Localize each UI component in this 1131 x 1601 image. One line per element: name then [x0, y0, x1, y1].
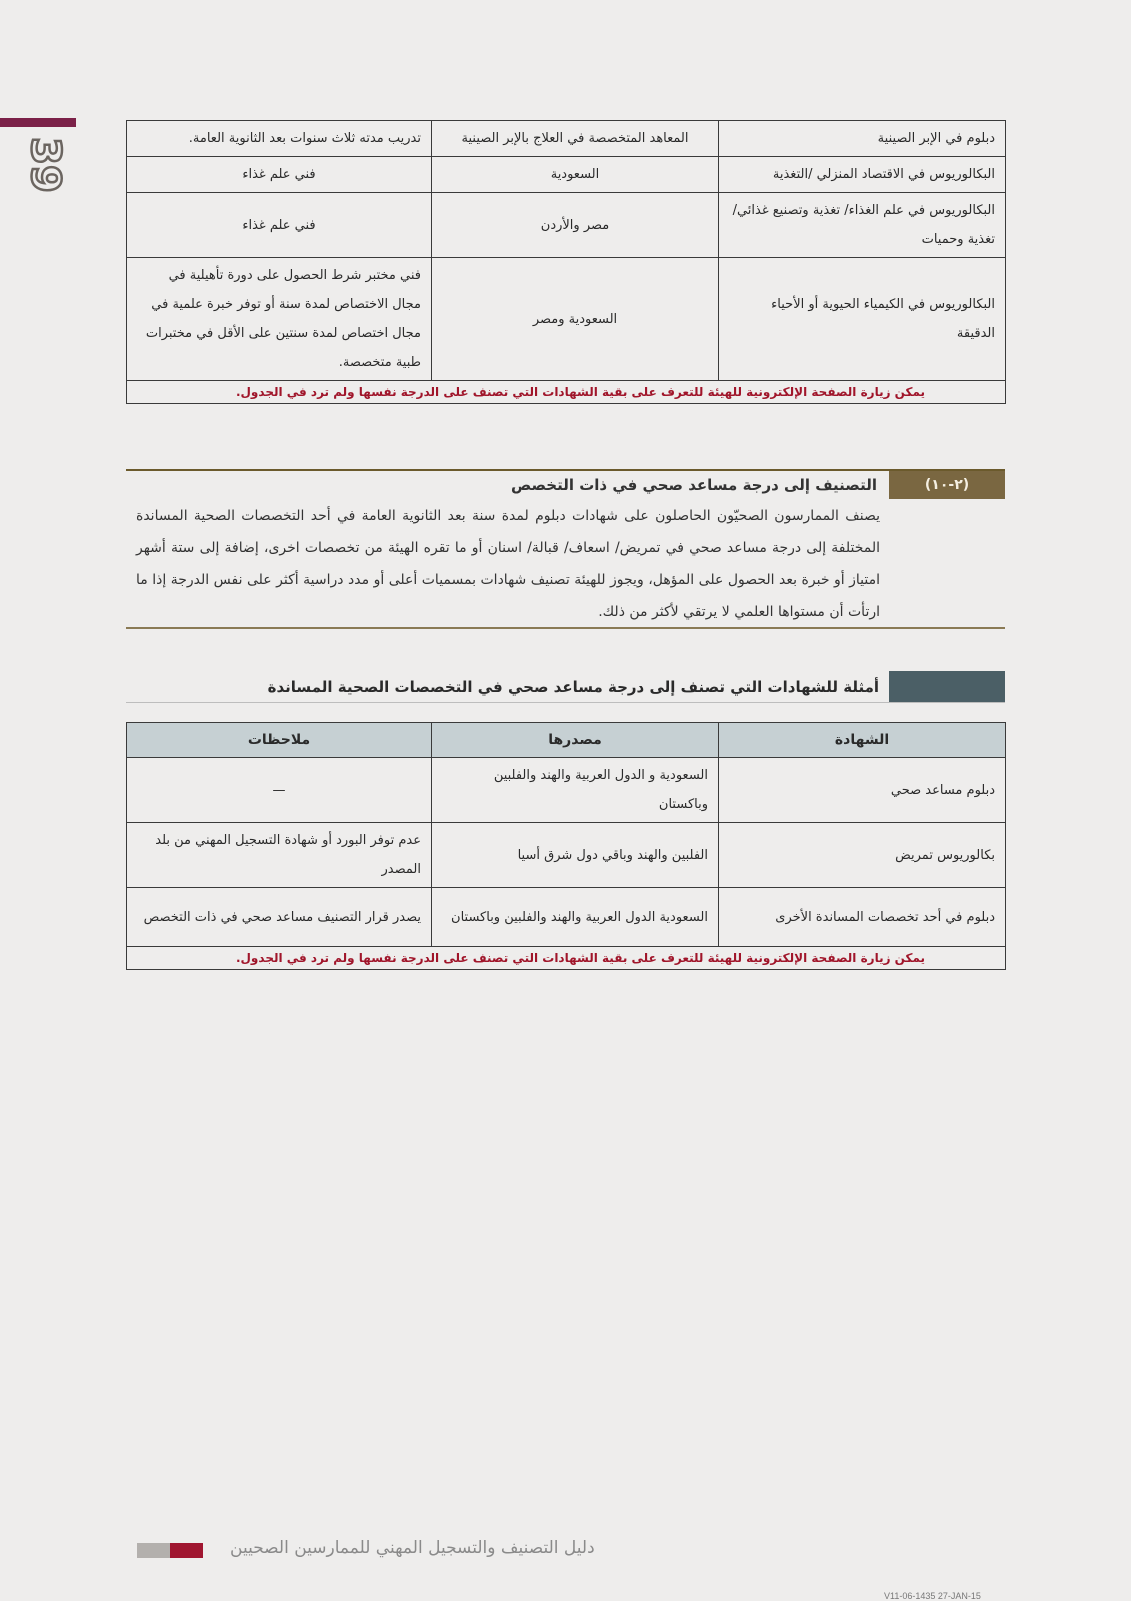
section-number: (٢-١٠)	[889, 471, 1005, 499]
table-note: يمكن زيارة الصفحة الإلكترونية للهيئة للتعرف على بقية الشهادات التي تصنف على الدرجة نفسها ولم ترد في الجدول.	[127, 947, 1006, 970]
header-notes: ملاحظات	[127, 723, 432, 758]
notes-cell: تدريب مدته ثلاث سنوات بعد الثانوية العامة.	[127, 121, 432, 157]
section-title: التصنيف إلى درجة مساعد صحي في ذات التخصص	[511, 476, 877, 494]
table-row	[127, 193, 1006, 258]
table-note: يمكن زيارة الصفحة الإلكترونية للهيئة للتعرف على بقية الشهادات التي تصنف على الدرجة نفسها ولم ترد في الجدول.	[127, 381, 1006, 404]
table-header-row	[127, 723, 1006, 758]
cert-cell: البكالوريوس في الاقتصاد المنزلي /التغذية	[719, 157, 1006, 193]
source-cell: المعاهد المتخصصة في العلاج بالإبر الصينية	[432, 121, 719, 157]
section-header	[126, 469, 1005, 499]
notes-cell: يصدر قرار التصنيف مساعد صحي في ذات التخصص	[127, 888, 432, 947]
section-divider	[126, 627, 1005, 629]
page-number-accent	[0, 118, 76, 127]
notes-cell: فني علم غذاء	[127, 193, 432, 258]
notes-cell: فني علم غذاء	[127, 157, 432, 193]
notes-cell: فني مختبر شرط الحصول على دورة تأهيلية في مجال الاختصاص لمدة سنة أو توفر خبرة علمية في مجال اختصاص لمدة سنتين على الأقل في مختبرات طبية متخصصة.	[127, 258, 432, 381]
table-row	[127, 121, 1006, 157]
source-cell: السعودية ومصر	[432, 258, 719, 381]
table-note-row	[127, 381, 1006, 404]
source-cell: السعودية و الدول العربية والهند والفلبين وباكستان	[432, 758, 719, 823]
footer-tab-red	[170, 1543, 203, 1558]
table-row	[127, 157, 1006, 193]
table-row	[127, 888, 1006, 947]
source-cell: مصر والأردن	[432, 193, 719, 258]
cert-cell: دبلوم في الإبر الصينية	[719, 121, 1006, 157]
table-row	[127, 758, 1006, 823]
cert-cell: البكالوريوس في علم الغذاء/ تغذية وتصنيع غذائي/ تغذية وحميات	[719, 193, 1006, 258]
examples-header	[126, 671, 1005, 703]
certificates-table-continued	[126, 120, 1006, 404]
section-paragraph: يصنف الممارسون الصحيّون الحاصلون على شهادات دبلوم لمدة سنة بعد الثانوية العامة في أحد التخصصات الصحية المساندة المختلفة إلى درجة مساعد صحي في تمريض/ اسعاف/ قبالة/ اسنان أو ما تقره الهيئة من تخصصات اخرى، إضافة إلى ستة أشهر امتياز أو خبرة بعد الحصول على المؤهل، ويجوز للهيئة تصنيف شهادات بمسميات أعلى أو مدد دراسية أكثر على نفس الدرجة إذا ما ارتأت أن مستواها العلمي لا يرتقي لأكثر من ذلك.	[136, 508, 880, 620]
examples-header-block	[889, 671, 1005, 702]
source-cell: السعودية الدول العربية والهند والفلبين وباكستان	[432, 888, 719, 947]
cert-cell: البكالوريوس في الكيمياء الحيوية أو الأحياء الدقيقة	[719, 258, 1006, 381]
table-note-row	[127, 947, 1006, 970]
cert-cell: بكالوريوس تمريض	[719, 823, 1006, 888]
source-cell: السعودية	[432, 157, 719, 193]
cert-cell: دبلوم في أحد تخصصات المساندة الأخرى	[719, 888, 1006, 947]
examples-title: أمثلة للشهادات التي تصنف إلى درجة مساعد صحي في التخصصات الصحية المساندة	[267, 677, 879, 696]
notes-cell: —	[127, 758, 432, 823]
page-number: 39	[22, 137, 68, 193]
footer-title: دليل التصنيف والتسجيل المهني للممارسين الصحيين	[230, 1538, 595, 1558]
footer-tab-grey	[137, 1543, 170, 1558]
table-row	[127, 823, 1006, 888]
footer-tabs	[137, 1543, 203, 1558]
header-certificate: الشهادة	[719, 723, 1006, 758]
footer-version: V11-06-1435 27-JAN-15	[884, 1591, 981, 1601]
header-source: مصدرها	[432, 723, 719, 758]
table-row	[127, 258, 1006, 381]
examples-table	[126, 722, 1006, 970]
cert-cell: دبلوم مساعد صحي	[719, 758, 1006, 823]
source-cell: الفلبين والهند وباقي دول شرق أسيا	[432, 823, 719, 888]
notes-cell: عدم توفر البورد أو شهادة التسجيل المهني من بلد المصدر	[127, 823, 432, 888]
